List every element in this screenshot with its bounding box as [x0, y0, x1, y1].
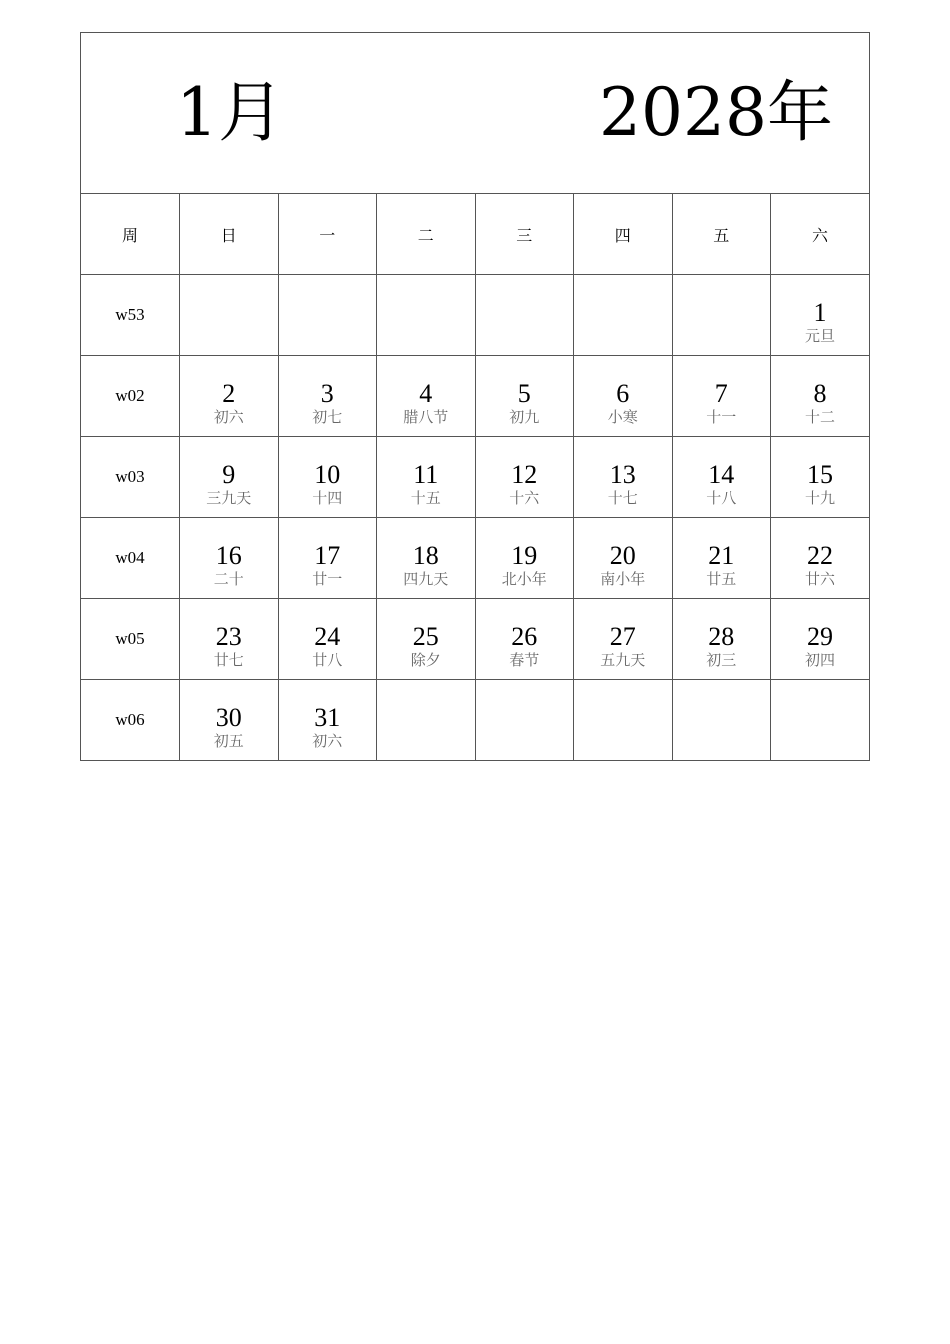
calendar-header [81, 33, 869, 194]
day-cell[interactable] [574, 518, 673, 599]
lunar-date: 初五 [213, 732, 244, 750]
empty-day-cell [278, 275, 377, 356]
lunar-date: 五九天 [600, 651, 646, 669]
week-number: w02 [115, 386, 145, 405]
day-cell[interactable] [377, 599, 476, 680]
day-cell[interactable] [574, 437, 673, 518]
day-number: 4 [419, 379, 433, 408]
lunar-date: 南小年 [600, 570, 646, 588]
day-number: 18 [412, 541, 439, 570]
empty-day-cell [672, 680, 771, 761]
empty-day-cell [377, 275, 476, 356]
day-number: 15 [807, 460, 833, 489]
week-row [81, 680, 869, 761]
day-cell[interactable] [574, 599, 673, 680]
lunar-date: 十五 [410, 489, 441, 507]
day-number: 5 [517, 379, 531, 408]
day-cell[interactable] [574, 356, 673, 437]
weekday-label: 五 [713, 225, 730, 245]
weekday-cell [475, 194, 574, 275]
lunar-date: 十六 [509, 489, 540, 507]
week-number: w04 [115, 548, 145, 567]
lunar-date: 初七 [312, 408, 343, 426]
weekday-cell [278, 194, 377, 275]
empty-day-cell [377, 680, 476, 761]
day-cell[interactable] [180, 437, 279, 518]
day-cell[interactable] [180, 680, 279, 761]
empty-day-cell [672, 275, 771, 356]
day-cell[interactable] [672, 599, 771, 680]
day-number: 30 [215, 703, 242, 732]
lunar-date: 廿七 [213, 651, 244, 669]
lunar-date: 十八 [706, 489, 737, 507]
week-number: w06 [115, 710, 145, 729]
day-number: 6 [616, 379, 630, 408]
calendar-grid [81, 194, 869, 760]
day-number: 16 [215, 541, 242, 570]
weekday-cell [81, 194, 180, 275]
day-number: 26 [511, 622, 538, 651]
lunar-date: 十一 [706, 408, 737, 426]
weekday-cell [672, 194, 771, 275]
day-cell[interactable] [475, 518, 574, 599]
weekday-cell [574, 194, 673, 275]
day-cell[interactable] [672, 356, 771, 437]
day-cell[interactable] [278, 437, 377, 518]
day-number: 31 [314, 703, 341, 732]
day-cell[interactable] [377, 518, 476, 599]
day-number: 28 [708, 622, 735, 651]
day-number: 29 [807, 622, 833, 651]
day-number: 3 [320, 379, 334, 408]
day-number: 17 [314, 541, 341, 570]
day-cell[interactable] [771, 356, 870, 437]
day-cell[interactable] [771, 599, 870, 680]
day-number: 11 [413, 460, 439, 489]
week-row [81, 356, 869, 437]
day-number: 21 [708, 541, 735, 570]
day-cell[interactable] [475, 599, 574, 680]
week-number-cell [81, 680, 180, 761]
lunar-date: 廿五 [706, 570, 737, 588]
week-number-cell [81, 356, 180, 437]
day-cell[interactable] [771, 437, 870, 518]
weekday-cell [771, 194, 870, 275]
empty-day-cell [771, 680, 870, 761]
week-number-cell [81, 437, 180, 518]
day-cell[interactable] [180, 599, 279, 680]
lunar-date: 初四 [804, 651, 835, 669]
day-number: 23 [215, 622, 242, 651]
week-row [81, 518, 869, 599]
week-number: w05 [115, 629, 145, 648]
day-number: 20 [609, 541, 636, 570]
lunar-date: 十四 [312, 489, 343, 507]
lunar-date: 四九天 [403, 570, 449, 588]
month-title: 1月 [176, 74, 284, 151]
day-number: 8 [813, 379, 827, 408]
day-number: 12 [511, 460, 538, 489]
day-cell[interactable] [377, 356, 476, 437]
week-row [81, 599, 869, 680]
day-cell[interactable] [180, 356, 279, 437]
day-number: 19 [511, 541, 538, 570]
lunar-date: 春节 [509, 651, 540, 669]
lunar-date: 除夕 [410, 651, 441, 669]
lunar-date: 三九天 [206, 489, 252, 507]
weekday-label: 二 [417, 225, 434, 245]
day-number: 24 [314, 622, 341, 651]
day-number: 2 [222, 379, 236, 408]
day-number: 9 [222, 460, 236, 489]
lunar-date: 十二 [804, 408, 835, 426]
day-number: 22 [807, 541, 833, 570]
lunar-date: 元旦 [804, 327, 835, 345]
day-cell[interactable] [377, 437, 476, 518]
weekday-label: 三 [516, 225, 533, 245]
lunar-date: 初六 [213, 408, 244, 426]
day-cell[interactable] [475, 437, 574, 518]
day-cell[interactable] [180, 518, 279, 599]
weekday-label: 一 [319, 225, 336, 245]
empty-day-cell [475, 680, 574, 761]
day-cell[interactable] [278, 518, 377, 599]
lunar-date: 北小年 [501, 570, 547, 588]
lunar-date: 腊八节 [403, 408, 449, 426]
weekday-label: 周 [121, 225, 138, 245]
day-number: 25 [412, 622, 439, 651]
week-row [81, 275, 869, 356]
weekday-cell [377, 194, 476, 275]
day-cell[interactable] [278, 356, 377, 437]
lunar-date: 十九 [804, 489, 835, 507]
weekday-label: 六 [811, 225, 828, 245]
lunar-date: 廿六 [804, 570, 835, 588]
day-cell[interactable] [771, 518, 870, 599]
empty-day-cell [475, 275, 574, 356]
day-cell[interactable] [771, 275, 870, 356]
calendar [80, 32, 870, 761]
day-cell[interactable] [672, 518, 771, 599]
day-number: 10 [314, 460, 341, 489]
day-number: 13 [609, 460, 636, 489]
day-number: 14 [708, 460, 735, 489]
weekday-label: 日 [220, 225, 237, 245]
week-number-cell [81, 599, 180, 680]
lunar-date: 初九 [509, 408, 540, 426]
day-number: 7 [714, 379, 728, 408]
week-number: w03 [115, 467, 145, 486]
day-cell[interactable] [672, 437, 771, 518]
week-number: w53 [115, 305, 145, 324]
weekday-label: 四 [614, 225, 631, 245]
empty-day-cell [180, 275, 279, 356]
lunar-date: 二十 [213, 570, 244, 588]
lunar-date: 廿一 [312, 570, 343, 588]
lunar-date: 小寒 [607, 408, 638, 426]
lunar-date: 廿八 [312, 651, 343, 669]
day-number: 1 [813, 298, 827, 327]
weekday-header-row [81, 194, 869, 275]
week-number-cell [81, 275, 180, 356]
lunar-date: 初六 [312, 732, 343, 750]
week-row [81, 437, 869, 518]
day-cell[interactable] [278, 599, 377, 680]
empty-day-cell [574, 275, 673, 356]
weekday-cell [180, 194, 279, 275]
lunar-date: 十七 [607, 489, 638, 507]
year-title: 2028年 [599, 74, 833, 151]
day-cell[interactable] [475, 356, 574, 437]
week-number-cell [81, 518, 180, 599]
empty-day-cell [574, 680, 673, 761]
day-number: 27 [609, 622, 636, 651]
lunar-date: 初三 [706, 651, 737, 669]
day-cell[interactable] [278, 680, 377, 761]
